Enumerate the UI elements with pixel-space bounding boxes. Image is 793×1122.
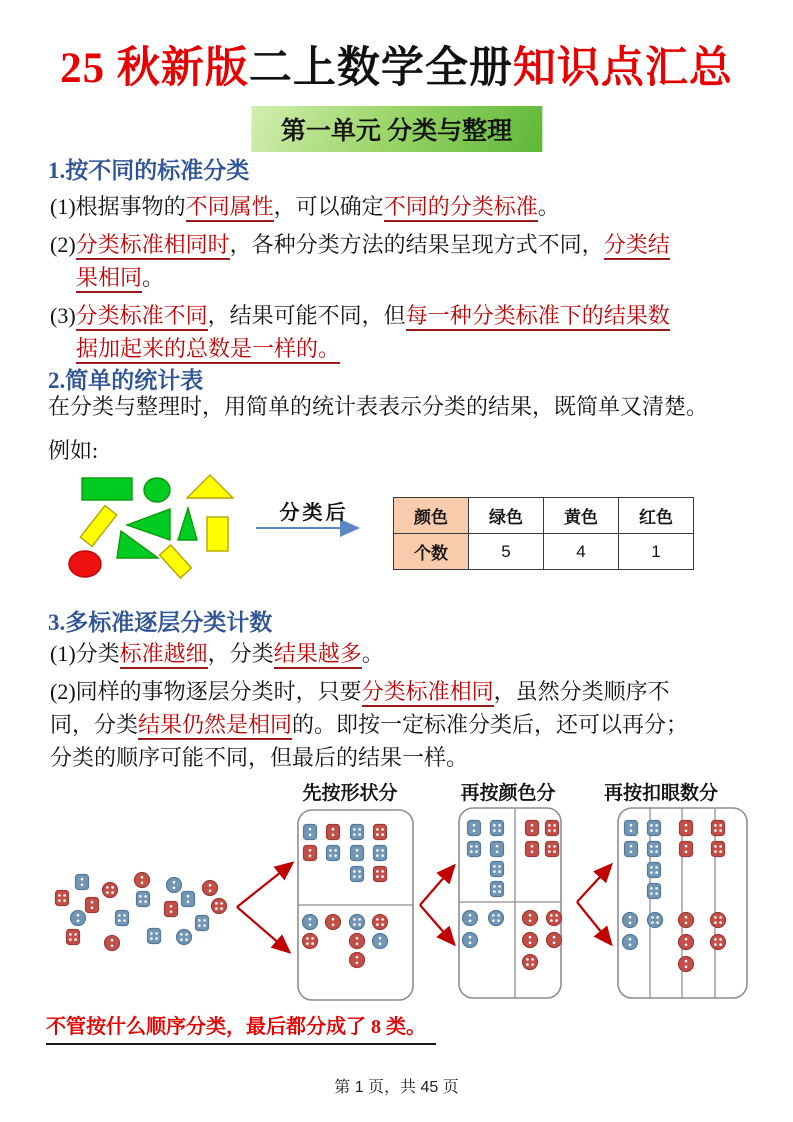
button-square-blue-2hole [468, 821, 481, 836]
table-cell-red-count: 1 [619, 534, 694, 570]
conclusion-line [46, 1010, 436, 1039]
button-circle-red-4hole [547, 911, 562, 926]
button-circle-blue-2hole [71, 911, 86, 926]
button-circle-blue-4hole [350, 915, 365, 930]
button-square-blue-4hole [491, 882, 504, 897]
buttons-figure-svg [0, 776, 793, 1008]
button-circle-blue-2hole [623, 913, 638, 928]
button-square-red-2hole [304, 846, 317, 861]
button-square-blue-4hole [351, 825, 364, 840]
button-circle-red-2hole [135, 873, 150, 888]
button-circle-blue-4hole [177, 930, 192, 945]
button-square-red-2hole [327, 825, 340, 840]
button-circle-red-4hole [303, 934, 318, 949]
button-circle-red-2hole [350, 953, 365, 968]
table-cell-color-label: 颜色 [394, 498, 469, 534]
example-label: 例如: [48, 438, 99, 463]
button-square-blue-4hole [648, 863, 661, 878]
button-circle-red-2hole [679, 913, 694, 928]
label-sort-by-color: 再按颜色分 [460, 783, 556, 804]
button-circle-red-2hole [523, 933, 538, 948]
sort-box-color [459, 808, 561, 998]
button-square-red-4hole [712, 842, 725, 857]
button-square-red-2hole [680, 821, 693, 836]
shape-green-polygon [178, 508, 197, 540]
button-square-blue-4hole [491, 862, 504, 877]
shape-yellow-rect [80, 506, 116, 547]
table-header-row [394, 498, 694, 534]
section2-heading: 2.简单的统计表 [48, 368, 204, 393]
button-square-red-4hole [712, 821, 725, 836]
button-square-blue-4hole [648, 821, 661, 836]
button-square-red-2hole [526, 842, 539, 857]
button-circle-red-4hole [523, 955, 538, 970]
section1-items [50, 190, 762, 370]
button-square-red-4hole [67, 930, 80, 945]
button-square-red-4hole [546, 821, 559, 836]
table-cell-green: 绿色 [469, 498, 544, 534]
button-square-blue-4hole [648, 842, 661, 857]
button-square-blue-2hole [491, 842, 504, 857]
button-circle-red-2hole [203, 881, 218, 896]
button-circle-blue-2hole [167, 878, 182, 893]
title-black-part: 二上数学全册 [248, 45, 513, 92]
button-circle-red-2hole [350, 934, 365, 949]
table-cell-yellow: 黄色 [544, 498, 619, 534]
button-sorting-figure [0, 776, 793, 1008]
button-square-red-2hole [526, 821, 539, 836]
unit-banner: 第一单元 分类与整理 [251, 106, 542, 152]
button-circle-red-2hole [679, 957, 694, 972]
button-square-red-4hole [56, 891, 69, 906]
scattered-shapes [69, 475, 233, 578]
button-square-blue-4hole [327, 846, 340, 861]
button-square-red-2hole [680, 842, 693, 857]
text-item: (3)分类标准不同，结果可能不同，但每一种分类标准下的结果数 据加起来的总数是一样的。 [50, 299, 762, 365]
button-circle-red-4hole [103, 883, 118, 898]
shape-green-polygon [127, 509, 170, 540]
button-square-blue-4hole [374, 846, 387, 861]
title-red-part2: 知识点汇总 [512, 45, 733, 92]
shape-green-polygon [117, 531, 158, 558]
shape-green-ellipse [144, 478, 170, 502]
table-count-row [394, 534, 694, 570]
button-circle-blue-4hole [489, 911, 504, 926]
text-item: (2)分类标准相同时，各种分类方法的结果呈现方式不同，分类结 果相同。 [50, 228, 762, 294]
button-square-blue-2hole [76, 875, 89, 890]
button-circle-red-4hole [212, 899, 227, 914]
button-square-red-4hole [374, 867, 387, 882]
button-square-blue-4hole [351, 867, 364, 882]
shape-yellow-rect [160, 545, 192, 578]
button-square-red-4hole [374, 825, 387, 840]
button-square-blue-2hole [625, 842, 638, 857]
button-circle-red-2hole [105, 936, 120, 951]
button-circle-red-4hole [711, 935, 726, 950]
page-number: 第 1 页，共 45 页 [334, 1079, 459, 1096]
button-circle-red-4hole [373, 915, 388, 930]
button-circle-red-2hole [547, 933, 562, 948]
text-item: (1)分类标准越细，分类结果越多。 [50, 637, 762, 670]
button-circle-blue-2hole [463, 911, 478, 926]
text-item: (2)同样的事物逐层分类时，只要分类标准相同，虽然分类顺序不 同，分类结果仍然是相同的。即按一定标准分类后，还可以再分； 分类的顺序可能不同，但最后的结果一样。 [50, 679, 689, 770]
button-circle-blue-2hole [373, 934, 388, 949]
button-square-blue-4hole [116, 911, 129, 926]
button-square-blue-2hole [304, 825, 317, 840]
statistics-table [393, 497, 694, 570]
button-square-blue-2hole [625, 821, 638, 836]
conclusion-text: 不管按什么顺序分类，最后都分成了 8 类。 [46, 1016, 436, 1045]
section2-paragraph: 在分类与整理时，用简单的统计表表示分类的结果，既简单又清楚。 [48, 394, 709, 419]
button-circle-red-2hole [326, 915, 341, 930]
shape-yellow-polygon [187, 475, 233, 498]
button-square-blue-2hole [351, 846, 364, 861]
button-square-blue-4hole [148, 929, 161, 944]
table-cell-green-count: 5 [469, 534, 544, 570]
button-circle-blue-4hole [648, 913, 663, 928]
button-square-red-2hole [165, 902, 178, 917]
button-square-blue-4hole [491, 821, 504, 836]
table-cell-yellow-count: 4 [544, 534, 619, 570]
section3-heading: 3.多标准逐层分类计数 [48, 610, 273, 635]
button-circle-blue-2hole [623, 935, 638, 950]
button-circle-red-4hole [711, 913, 726, 928]
button-square-blue-2hole [182, 892, 195, 907]
classify-arrow-label: 分类后 [279, 502, 349, 524]
text-item: (1)根据事物的不同属性，可以确定不同的分类标准。 [50, 190, 762, 223]
table-cell-red: 红色 [619, 498, 694, 534]
page-title [0, 34, 793, 95]
shape-red-ellipse [69, 551, 101, 577]
shapes-classification-figure [0, 468, 793, 604]
button-square-blue-4hole [468, 842, 481, 857]
button-circle-blue-2hole [303, 915, 318, 930]
table-cell-count-label: 个数 [394, 534, 469, 570]
button-square-blue-4hole [137, 892, 150, 907]
title-red-part1: 25 秋新版 [60, 45, 249, 92]
label-sort-by-shape: 先按形状分 [302, 783, 398, 804]
section3-items [50, 637, 762, 779]
section1-heading: 1.按不同的标准分类 [48, 158, 250, 183]
shape-yellow-rect [207, 517, 228, 551]
button-square-blue-4hole [648, 884, 661, 899]
button-square-red-4hole [546, 842, 559, 857]
button-square-red-2hole [86, 898, 99, 913]
button-circle-red-2hole [523, 911, 538, 926]
shape-green-rect [82, 478, 132, 500]
button-square-blue-4hole [196, 916, 209, 931]
button-circle-blue-2hole [463, 933, 478, 948]
label-sort-by-holes: 再按扣眼数分 [603, 783, 718, 804]
button-circle-red-2hole [679, 935, 694, 950]
